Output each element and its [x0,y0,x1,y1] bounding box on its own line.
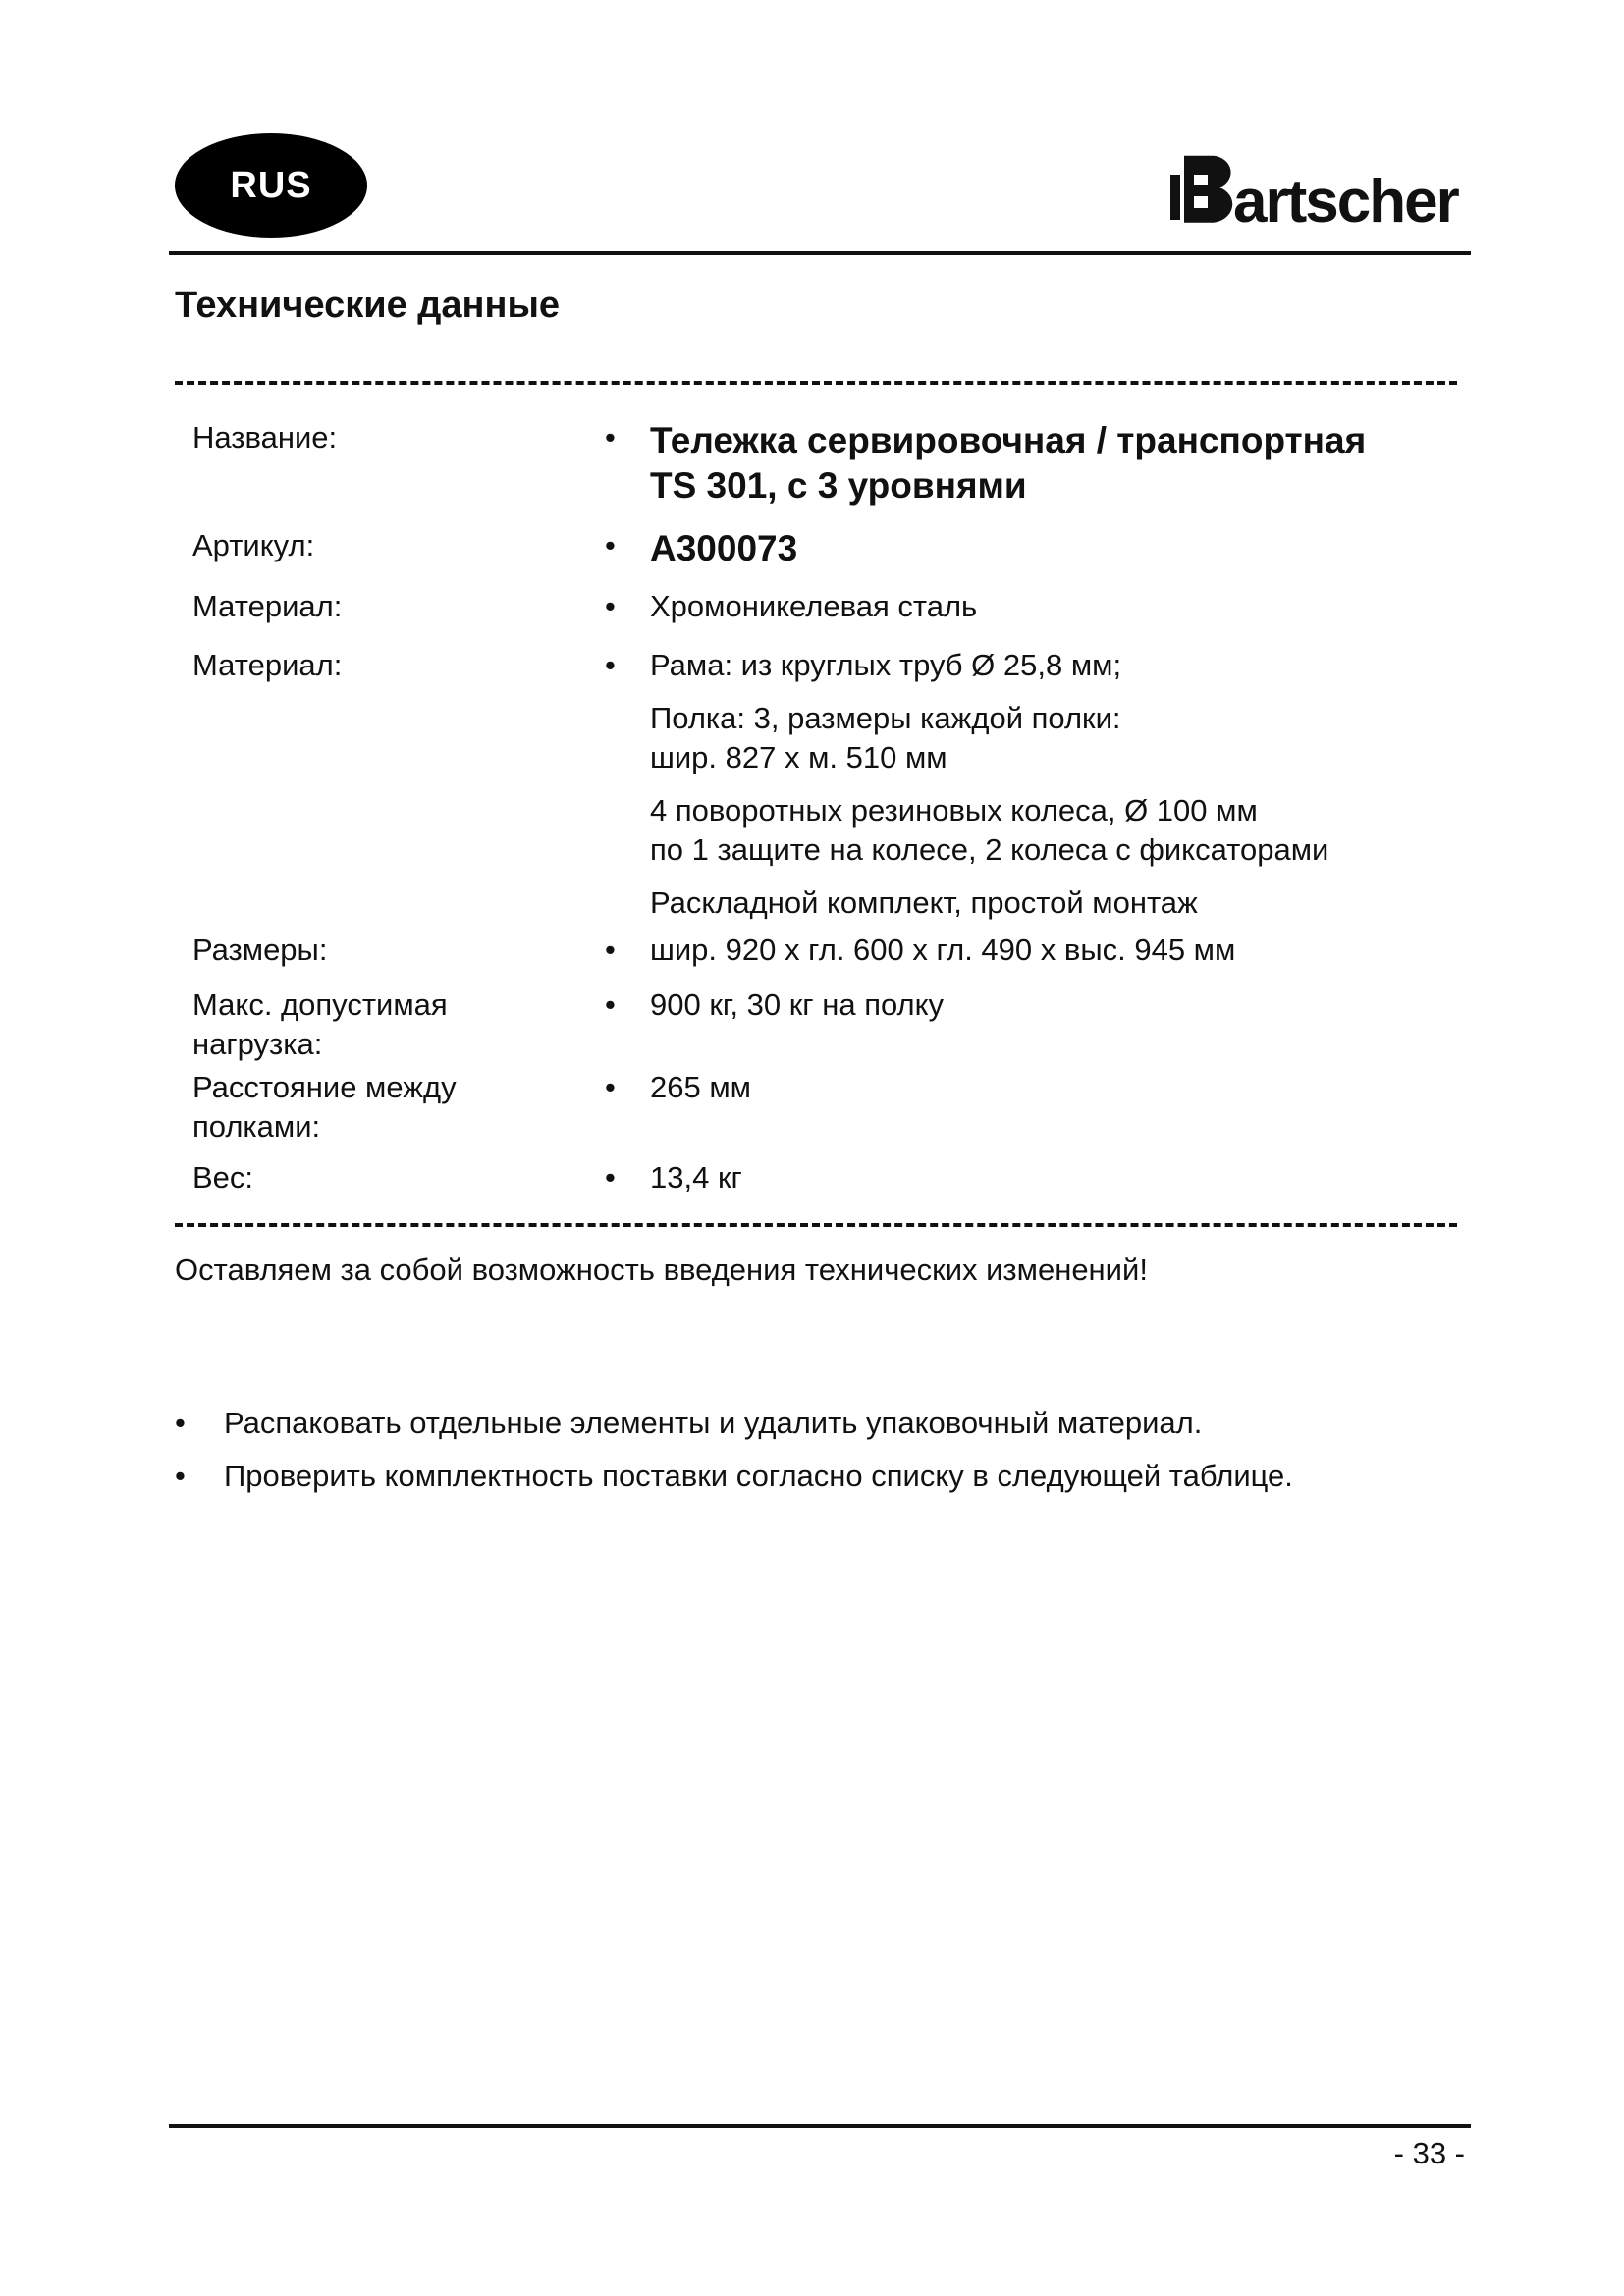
spec-value [650,1068,1455,1107]
spec-value-line: шир. 827 x м. 510 мм [650,740,947,774]
spec-label: Размеры: [192,933,328,967]
language-badge: RUS [175,133,367,238]
spec-value-line: 900 кг, 30 кг на полку [650,988,945,1022]
spec-value-line: Тележка сервировочная / транспортная [650,420,1367,460]
brand-wordmark: artscher [1233,168,1458,236]
spec-value-line: A300073 [650,528,798,568]
bullet-icon: • [605,589,616,623]
spec-value-line: по 1 защите на колесе, 2 колеса с фиксаторами [650,832,1329,867]
header-rule [169,251,1471,255]
bartscher-logo-icon [1168,145,1463,243]
bottom-dashed-divider [175,1223,1457,1227]
bullet-icon: • [605,1160,616,1195]
spec-value-line: Хромоникелевая сталь [650,589,978,623]
page-number: - 33 - [1393,2136,1465,2170]
spec-label: Название: [192,420,338,454]
spec-value [650,931,1455,970]
bullet-icon: • [605,420,616,454]
spec-label: Расстояние между полками: [192,1070,457,1144]
brand-logo [1168,145,1463,243]
bullet-icon: • [175,1406,186,1440]
spec-value [650,587,1455,626]
spec-label: Материал: [192,648,343,682]
bullet-icon: • [605,988,616,1022]
section-title: Технические данные [175,285,561,326]
spec-value-line: Полка: 3, размеры каждой полки: [650,701,1121,735]
unpacking-steps [175,1404,1293,1510]
spec-value-line: TS 301, с 3 уровнями [650,465,1027,506]
spec-value [650,646,1455,923]
spec-value [650,1158,1455,1198]
step-item [175,1404,1293,1443]
step-text: Распаковать отдельные элементы и удалить упаковочный материал. [224,1406,1203,1440]
bullet-icon: • [605,528,616,562]
footer-rule [169,2124,1471,2128]
spec-value-line: 265 мм [650,1070,751,1104]
spec-value-line: Раскладной комплект, простой монтаж [650,885,1198,920]
spec-value [650,418,1455,508]
spec-label: Макс. допустимая нагрузка: [192,988,448,1061]
spec-value-line: 13,4 кг [650,1160,742,1195]
spec-value [650,986,1455,1025]
spec-label: Вес: [192,1160,254,1195]
step-text: Проверить комплектность поставки согласно списку в следующей таблице. [224,1459,1293,1493]
step-item [175,1457,1293,1496]
spec-label: Артикул: [192,528,315,562]
bullet-icon: • [605,648,616,682]
spec-value-line: шир. 920 x гл. 600 x гл. 490 x выс. 945 мм [650,933,1236,967]
bullet-icon: • [605,933,616,967]
spec-value-line: Рама: из круглых труб Ø 25,8 мм; [650,648,1122,682]
spec-value-line: 4 поворотных резиновых колеса, Ø 100 мм [650,793,1258,828]
top-dashed-divider [175,381,1457,385]
bullet-icon: • [175,1459,186,1493]
bullet-icon: • [605,1070,616,1104]
spec-label: Материал: [192,589,343,623]
disclaimer-note: Оставляем за собой возможность введения технических изменений! [175,1253,1148,1287]
spec-value [650,526,1455,571]
